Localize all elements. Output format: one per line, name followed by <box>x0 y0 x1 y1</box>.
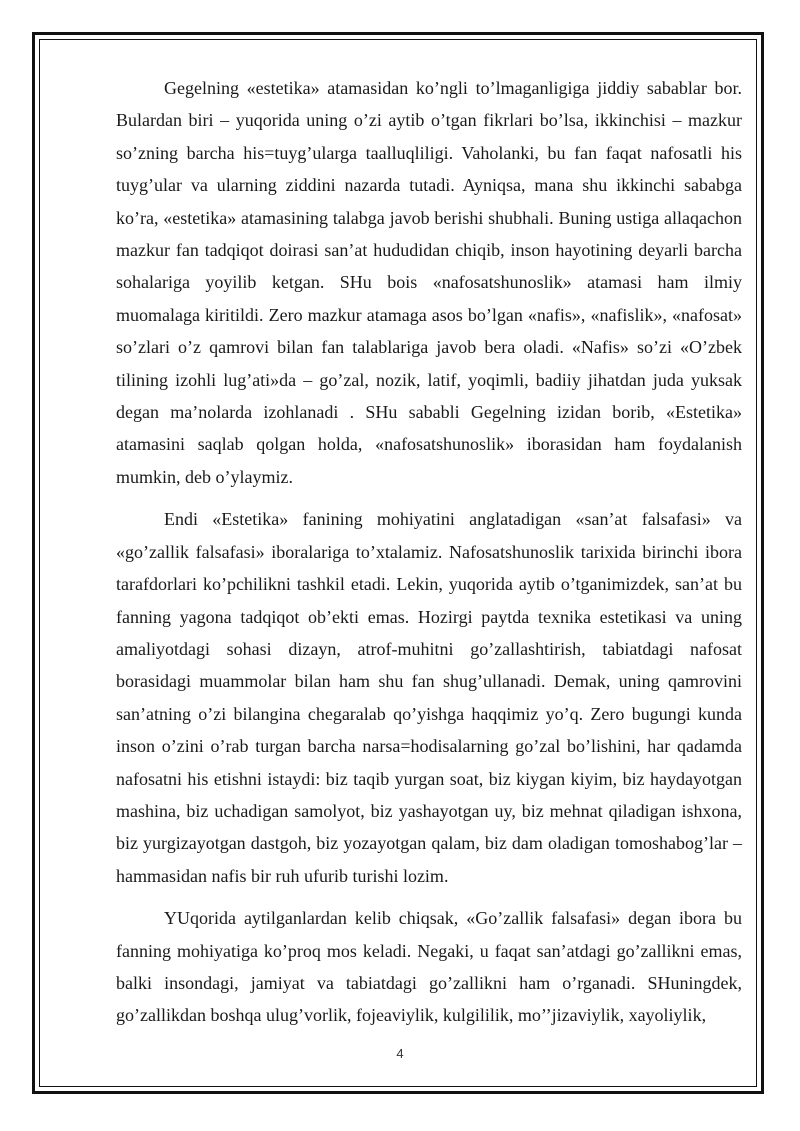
paragraph-2: Endi «Estetika» fanining mohiyatini anglatadigan «san’at falsafasi» va «go’zallik falsafasi» iboralariga to’xtalamiz. Nafosatshunoslik tarixida birinchi ibora tarafdorlari ko’pchilikni tashkil etadi. Lekin, yuqorida aytib o’tganimizdek, san’at bu fanning yagona tadqiqot ob’ekti emas. Hozirgi paytda texnika estetikasi va uning amaliyotdagi sohasi dizayn, atrof-muhitni go’zallashtirish, tabiatdagi nafosat borasidagi muammolar bilan ham shu fan shug’ullanadi. Demak, uning qamrovini san’atning o’zi bilangina chegaralab qo’yishga haqqimiz yo’q. Zero bugungi kunda inson o’zini o’rab turgan barcha narsa=hodisalarning go’zal bo’lishini, har qadamda nafosatni his etishni istaydi: biz taqib yurgan soat, biz kiygan kiyim, biz haydayotgan mashina, biz uchadigan samolyot, biz yashayotgan uy, biz mehnat qiladigan ishxona, biz yurgizayotgan dastgoh, biz yozayotgan qalam, biz dam oladigan tomoshabog’lar – hammasidan nafis bir ruh ufurib turishi lozim. <box>116 509 742 886</box>
paragraph-1: Gegelning «estetika» atamasidan ko’ngli to’lmaganligiga jiddiy sabablar bor. Bulardan biri – yuqorida uning o’zi aytib o’tgan fikrlari bo’lsa, ikkinchisi – mazkur so’zning barcha his=tuyg’ularga taalluqliligi. Vaholanki, bu fan faqat nafosatli his tuyg’ular va ularning ziddini nazarda tutadi. Ayniqsa, mana shu ikkinchi sababga ko’ra, «estetika» atamasining talabga javob berishi shubhali. Buning ustiga allaqachon mazkur fan tadqiqot doirasi san’at hududidan chiqib, inson hayotining deyarli barcha sohalariga yoyilib ketgan. SHu bois «nafosatshunoslik» atamasi ham ilmiy muomalaga kiritildi. Zero mazkur atamaga asos bo’lgan «nafis», «nafislik», «nafosat» so’zlari o’z qamrovi bilan fan talablariga javob bera oladi. «Nafis» so’zi «O’zbek tilining izohli lug’ati»da – go’zal, nozik, latif, yoqimli, badiiy jihatdan juda yuksak degan ma’nolarda izohlanadi . SHu sababli Gegelning izidan borib, «Estetika» atamasini saqlab qolgan holda, «nafosatshunoslik» iborasidan ham foydalanish mumkin, deb o’ylaymiz. <box>116 78 742 487</box>
document-body <box>116 72 742 1042</box>
paragraph-3: YUqorida aytilganlardan kelib chiqsak, «Go’zallik falsafasi» degan ibora bu fanning mohiyatiga ko’proq mos keladi. Negaki, u faqat san’atdagi go’zallikni emas, balki insondagi, jamiyat va tabiatdagi go’zallikni ham o’rganadi. SHuningdek, go’zallikdan boshqa ulug’vorlik, fojeaviylik, kulgililik, mo’’jizaviylik, xayoliylik, <box>116 908 742 1026</box>
page-number: 4 <box>396 1046 404 1061</box>
